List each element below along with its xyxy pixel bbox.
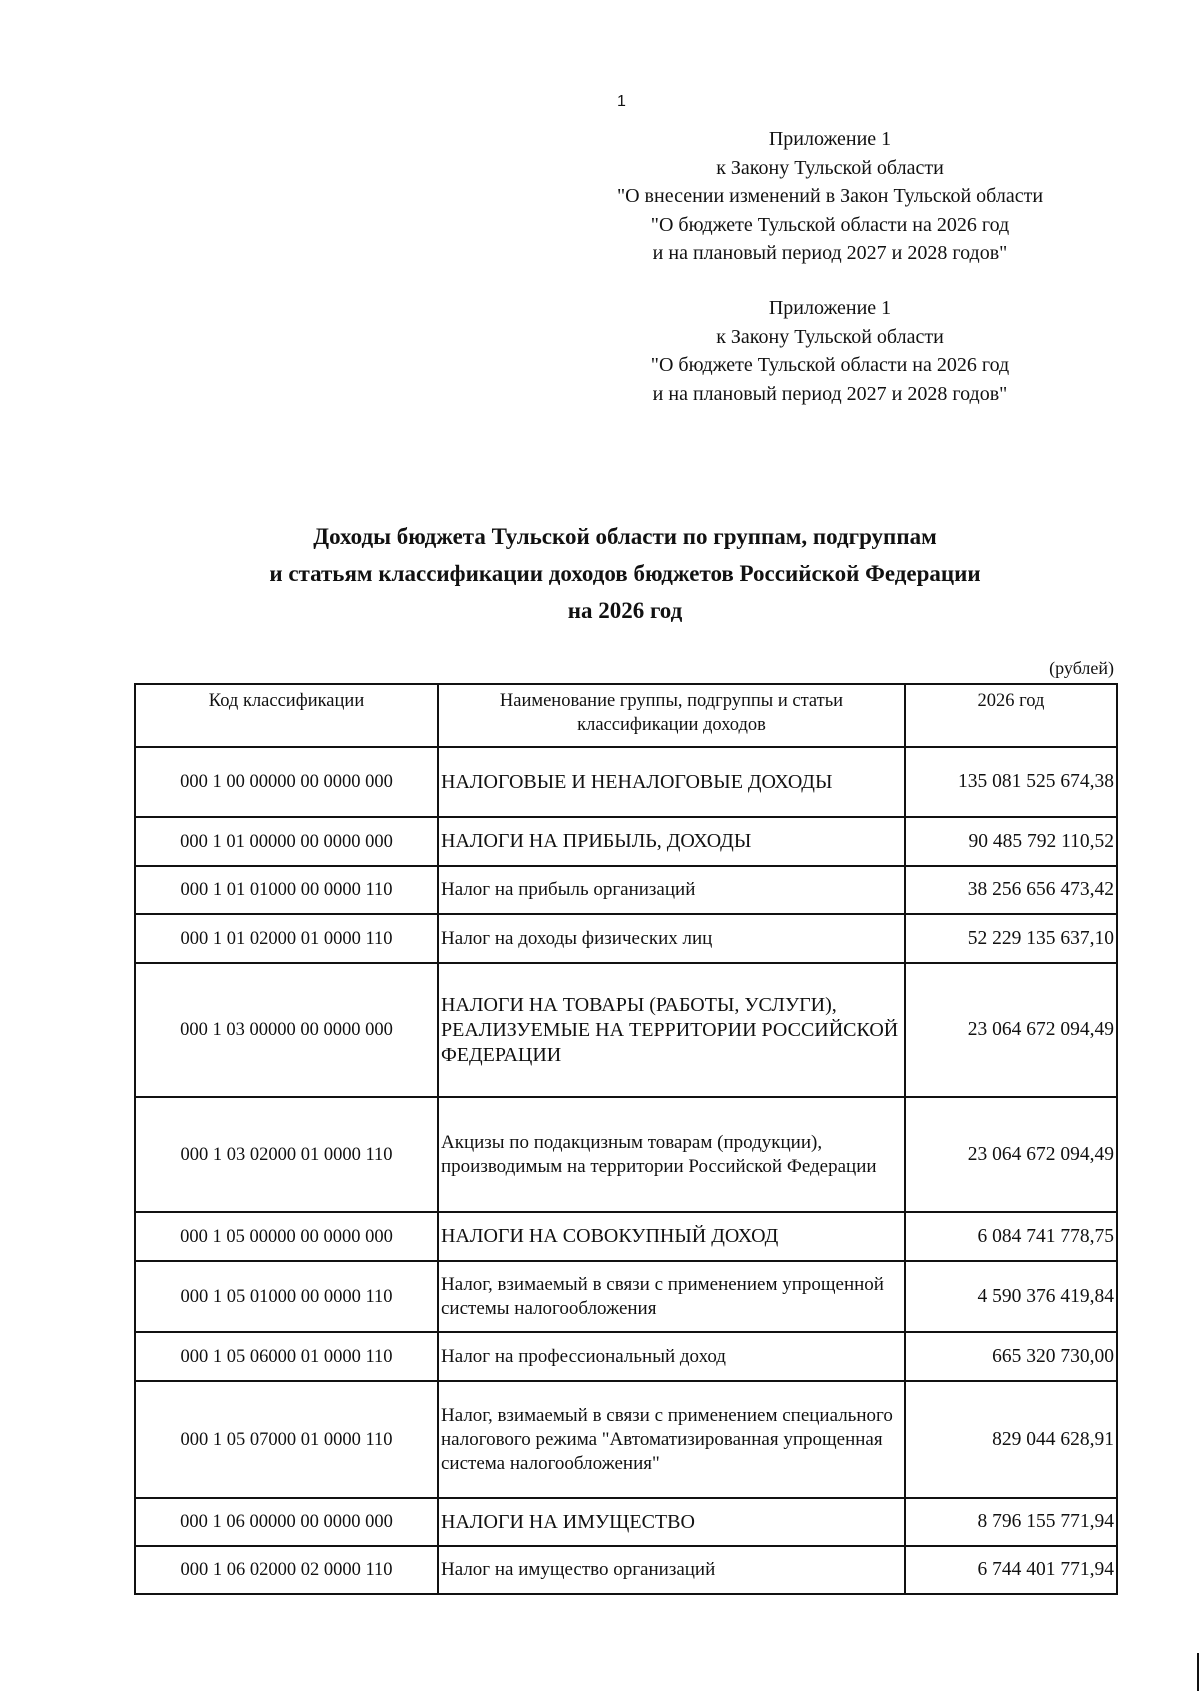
code-cell: 000 1 05 06000 01 0000 110 bbox=[135, 1332, 438, 1381]
amount-cell: 8 796 155 771,94 bbox=[905, 1498, 1117, 1546]
amount-cell: 6 744 401 771,94 bbox=[905, 1546, 1117, 1594]
name-cell: Налог на прибыль организаций bbox=[438, 866, 905, 914]
name-cell: Налог на профессиональный доход bbox=[438, 1332, 905, 1381]
code-cell: 000 1 06 00000 00 0000 000 bbox=[135, 1498, 438, 1546]
table-row bbox=[135, 747, 1117, 817]
name-cell: Налог, взимаемый в связи с применением упрощенной системы налогообложения bbox=[438, 1261, 905, 1332]
table-row bbox=[135, 1546, 1117, 1594]
table-row bbox=[135, 1261, 1117, 1332]
table-row bbox=[135, 963, 1117, 1097]
amount-cell: 4 590 376 419,84 bbox=[905, 1261, 1117, 1332]
amount-cell: 6 084 741 778,75 bbox=[905, 1212, 1117, 1261]
header-name: Наименование группы, подгруппы и статьи классификации доходов bbox=[438, 684, 905, 747]
appendix-header-amendment bbox=[560, 125, 1100, 268]
code-cell: 000 1 03 00000 00 0000 000 bbox=[135, 963, 438, 1097]
name-cell: Налог, взимаемый в связи с применением специального налогового режима "Автоматизированная упрощенная система налогообложения" bbox=[438, 1381, 905, 1498]
scan-edge-mark bbox=[1197, 1653, 1199, 1691]
amount-cell: 52 229 135 637,10 bbox=[905, 914, 1117, 963]
header-code: Код классификации bbox=[135, 684, 438, 747]
amount-cell: 23 064 672 094,49 bbox=[905, 1097, 1117, 1212]
code-cell: 000 1 03 02000 01 0000 110 bbox=[135, 1097, 438, 1212]
table-row bbox=[135, 1212, 1117, 1261]
table-row bbox=[135, 914, 1117, 963]
name-cell: Налог на доходы физических лиц bbox=[438, 914, 905, 963]
page-number: 1 bbox=[617, 93, 626, 110]
appendix-header-original bbox=[560, 294, 1100, 408]
name-cell: Налог на имущество организаций bbox=[438, 1546, 905, 1594]
name-cell: НАЛОГИ НА СОВОКУПНЫЙ ДОХОД bbox=[438, 1212, 905, 1261]
appendix-line: "О бюджете Тульской области на 2026 год bbox=[650, 354, 1010, 376]
table-row bbox=[135, 1097, 1117, 1212]
name-cell: Акцизы по подакцизным товарам (продукции), производимым на территории Российской Федерации bbox=[438, 1097, 905, 1212]
appendix-line: и на плановый период 2027 и 2028 годов" bbox=[652, 242, 1008, 264]
code-cell: 000 1 05 00000 00 0000 000 bbox=[135, 1212, 438, 1261]
name-cell: НАЛОГИ НА ИМУЩЕСТВО bbox=[438, 1498, 905, 1546]
code-cell: 000 1 05 07000 01 0000 110 bbox=[135, 1381, 438, 1498]
title-line: и статьям классификации доходов бюджетов Российской Федерации bbox=[269, 561, 981, 586]
appendix-line: и на плановый период 2027 и 2028 годов" bbox=[652, 382, 1008, 405]
name-cell: НАЛОГИ НА ПРИБЫЛЬ, ДОХОДЫ bbox=[438, 817, 905, 866]
code-cell: 000 1 01 00000 00 0000 000 bbox=[135, 817, 438, 866]
code-cell: 000 1 00 00000 00 0000 000 bbox=[135, 747, 438, 817]
appendix-line: Приложение 1 bbox=[768, 128, 892, 150]
appendix-line: "О бюджете Тульской области на 2026 год bbox=[650, 213, 1010, 236]
name-cell: НАЛОГОВЫЕ И НЕНАЛОГОВЫЕ ДОХОДЫ bbox=[438, 747, 905, 817]
code-cell: 000 1 01 02000 01 0000 110 bbox=[135, 914, 438, 963]
table-row bbox=[135, 817, 1117, 866]
amount-cell: 38 256 656 473,42 bbox=[905, 866, 1117, 914]
amount-cell: 829 044 628,91 bbox=[905, 1381, 1117, 1498]
code-cell: 000 1 06 02000 02 0000 110 bbox=[135, 1546, 438, 1594]
units-label: (рублей) bbox=[1049, 658, 1114, 678]
amount-cell: 90 485 792 110,52 bbox=[905, 817, 1117, 866]
title-line: на 2026 год bbox=[567, 598, 683, 623]
appendix-line: Приложение 1 bbox=[768, 297, 892, 319]
table-row bbox=[135, 1498, 1117, 1546]
income-table bbox=[134, 683, 1118, 1595]
name-cell: НАЛОГИ НА ТОВАРЫ (РАБОТЫ, УСЛУГИ), РЕАЛИЗУЕМЫЕ НА ТЕРРИТОРИИ РОССИЙСКОЙ ФЕДЕРАЦИИ bbox=[438, 963, 905, 1097]
appendix-line: к Закону Тульской области bbox=[716, 325, 944, 348]
appendix-line: к Закону Тульской области bbox=[716, 156, 944, 179]
header-amount: 2026 год bbox=[905, 684, 1117, 747]
amount-cell: 665 320 730,00 bbox=[905, 1332, 1117, 1381]
table-header-row bbox=[135, 684, 1117, 747]
table-row bbox=[135, 1381, 1117, 1498]
table-row bbox=[135, 1332, 1117, 1381]
amount-cell: 135 081 525 674,38 bbox=[905, 747, 1117, 817]
appendix-line: "О внесении изменений в Закон Тульской области bbox=[616, 185, 1044, 207]
title-line: Доходы бюджета Тульской области по группам, подгруппам bbox=[313, 524, 937, 549]
amount-cell: 23 064 672 094,49 bbox=[905, 963, 1117, 1097]
document-title bbox=[130, 518, 1120, 629]
table-row bbox=[135, 866, 1117, 914]
code-cell: 000 1 05 01000 00 0000 110 bbox=[135, 1261, 438, 1332]
code-cell: 000 1 01 01000 00 0000 110 bbox=[135, 866, 438, 914]
